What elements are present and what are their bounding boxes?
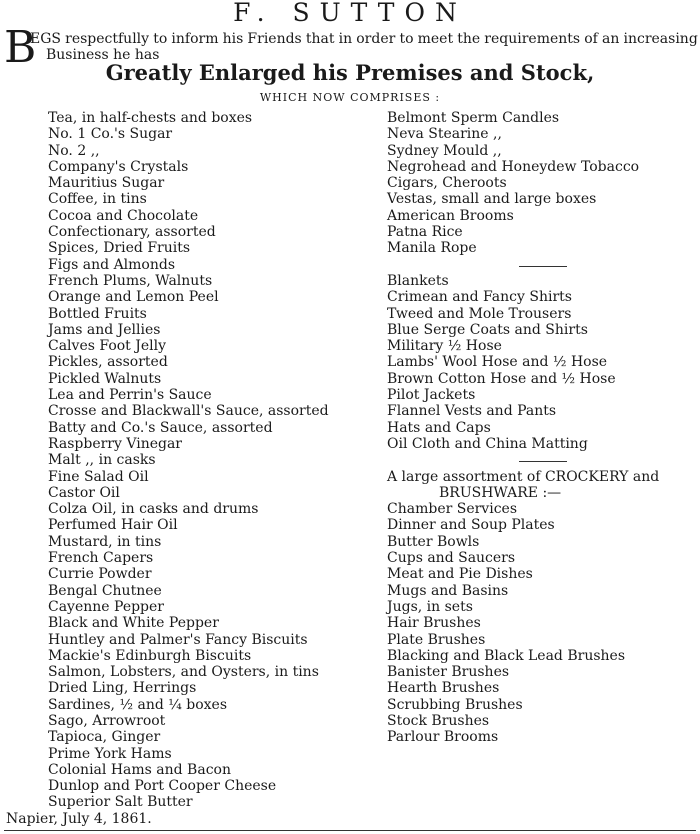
intro-word: his (222, 31, 244, 47)
intro-word: respectfully (65, 31, 150, 47)
section-divider (387, 452, 697, 468)
intro-word: requirements (484, 31, 581, 47)
list-item: Patna Rice (387, 224, 463, 241)
list-item: Jugs, in sets (387, 598, 473, 615)
list-item: Lambs' Wool Hose and ½ Hose (387, 354, 608, 371)
list-item: Hair Brushes (387, 615, 481, 632)
list-item: Sago, Arrowroot (48, 712, 166, 729)
list-item: Pilot Jackets (387, 387, 476, 404)
list-item: Batty and Co.'s Sauce, assorted (48, 419, 273, 436)
list-item: Dried Ling, Herrings (48, 680, 197, 697)
intro-line-2: Business he has (46, 47, 160, 63)
right-column-list (387, 110, 697, 746)
list-item: Blacking and Black Lead Brushes (387, 647, 626, 664)
headline: Greatly Enlarged his Premises and Stock, (105, 60, 595, 85)
list-item: Fine Salad Oil (48, 468, 149, 485)
intro-word: of (584, 31, 598, 47)
list-item: Black and White Pepper (48, 615, 219, 632)
list-item: Crosse and Blackwall's Sauce, assorted (48, 403, 329, 420)
list-item: Sydney Mould ,, (387, 142, 502, 159)
list-item: Prime York Hams (48, 745, 172, 762)
intro-word: the (457, 31, 481, 47)
list-item: Confectionary, assorted (48, 224, 216, 241)
list-item: Neva Stearine ,, (387, 126, 502, 143)
list-item: Currie Powder (48, 566, 152, 583)
list-item: BRUSHWARE :— (439, 484, 562, 501)
list-item: Butter Bowls (387, 533, 480, 550)
list-item: Lea and Perrin's Sauce (48, 387, 212, 404)
list-item: Huntley and Palmer's Fancy Biscuits (48, 631, 308, 648)
list-item: Perfumed Hair Oil (48, 517, 178, 534)
list-item: Malt ,, in casks (48, 452, 156, 469)
list-item: Military ½ Hose (387, 338, 502, 355)
list-item: Chamber Services (387, 501, 518, 518)
list-item: Cocoa and Chocolate (48, 207, 199, 224)
list-item: Brown Cotton Hose and ½ Hose (387, 370, 616, 387)
intro-word: that (305, 31, 335, 47)
intro-word: to (153, 31, 168, 47)
list-item: French Plums, Walnuts (48, 272, 213, 289)
list-item: Cups and Saucers (387, 550, 516, 567)
list-item: Sardines, ½ and ¼ boxes (48, 696, 228, 713)
list-item: Hearth Brushes (387, 680, 500, 697)
list-item: Meat and Pie Dishes (387, 566, 533, 583)
list-item: Parlour Brooms (387, 729, 499, 746)
list-item: Dinner and Soup Plates (387, 517, 555, 534)
list-item: Crimean and Fancy Shirts (387, 289, 572, 306)
subheading: WHICH NOW COMPRISES : (259, 91, 441, 104)
intro-word: inform (171, 31, 219, 47)
list-item: Hats and Caps (387, 419, 491, 436)
list-item: Spices, Dried Fruits (48, 240, 191, 257)
list-item: Vestas, small and large boxes (387, 191, 597, 208)
intro-word: in (338, 31, 353, 47)
list-item: Mugs and Basins (387, 582, 509, 599)
intro-word: EGS (30, 31, 61, 47)
list-item: Salmon, Lobsters, and Oysters, in tins (48, 664, 319, 681)
list-item: Scrubbing Brushes (387, 696, 523, 713)
list-item: Pickles, assorted (48, 354, 168, 371)
intro-word: meet (417, 31, 454, 47)
list-item: Coffee, in tins (48, 191, 147, 208)
list-item: Banister Brushes (387, 664, 510, 681)
list-item: American Brooms (387, 207, 514, 224)
list-item: Figs and Almonds (48, 256, 176, 273)
list-item: Dunlop and Port Cooper Cheese (48, 778, 277, 795)
list-item: Flannel Vests and Pants (387, 403, 557, 420)
list-item: Jams and Jellies (48, 321, 161, 338)
list-item: A large assortment of CROCKERY and (387, 468, 660, 485)
list-item: Mauritius Sugar (48, 175, 165, 192)
intro-word: to (399, 31, 414, 47)
list-item: Tweed and Mole Trousers (387, 305, 572, 322)
list-item: Bengal Chutnee (48, 582, 162, 599)
left-column-list (48, 110, 378, 811)
intro-word: increasing (623, 31, 698, 47)
list-item: Manila Rope (387, 240, 477, 257)
bottom-divider (4, 830, 696, 831)
list-item: Superior Salt Butter (48, 794, 193, 811)
list-item: Cayenne Pepper (48, 598, 164, 615)
list-item: Oil Cloth and China Matting (387, 435, 588, 452)
list-item: No. 1 Co.'s Sugar (48, 126, 173, 143)
list-item: Mustard, in tins (48, 533, 162, 550)
list-item: Cigars, Cheroots (387, 175, 507, 192)
list-item: Belmont Sperm Candles (387, 110, 560, 126)
list-item: Tea, in half-chests and boxes (48, 110, 253, 126)
list-item: Colza Oil, in casks and drums (48, 501, 259, 518)
list-item: Castor Oil (48, 484, 120, 501)
drop-cap: B (4, 22, 37, 73)
list-item: Negrohead and Honeydew Tobacco (387, 158, 640, 175)
section-divider (387, 257, 697, 273)
list-item: Raspberry Vinegar (48, 435, 182, 452)
intro-word: order (356, 31, 396, 47)
list-item: Colonial Hams and Bacon (48, 761, 231, 778)
intro-word: Friends (247, 31, 302, 47)
list-item: Pickled Walnuts (48, 370, 162, 387)
list-item: Stock Brushes (387, 712, 490, 729)
list-item: Blankets (387, 272, 449, 289)
dateline: Napier, July 4, 1861. (6, 811, 152, 827)
list-item: Bottled Fruits (48, 305, 147, 322)
intro-word: an (601, 31, 620, 47)
list-item: Orange and Lemon Peel (48, 289, 219, 306)
list-item: French Capers (48, 550, 154, 567)
list-item: Tapioca, Ginger (48, 729, 161, 746)
list-item: Plate Brushes (387, 631, 486, 648)
list-item: Mackie's Edinburgh Biscuits (48, 647, 252, 664)
page-title: F. SUTTON (233, 0, 467, 27)
list-item: Calves Foot Jelly (48, 338, 167, 355)
list-item: Company's Crystals (48, 158, 189, 175)
intro-line-1 (30, 31, 698, 47)
list-item: No. 2 ,, (48, 142, 100, 159)
list-item: Blue Serge Coats and Shirts (387, 321, 588, 338)
